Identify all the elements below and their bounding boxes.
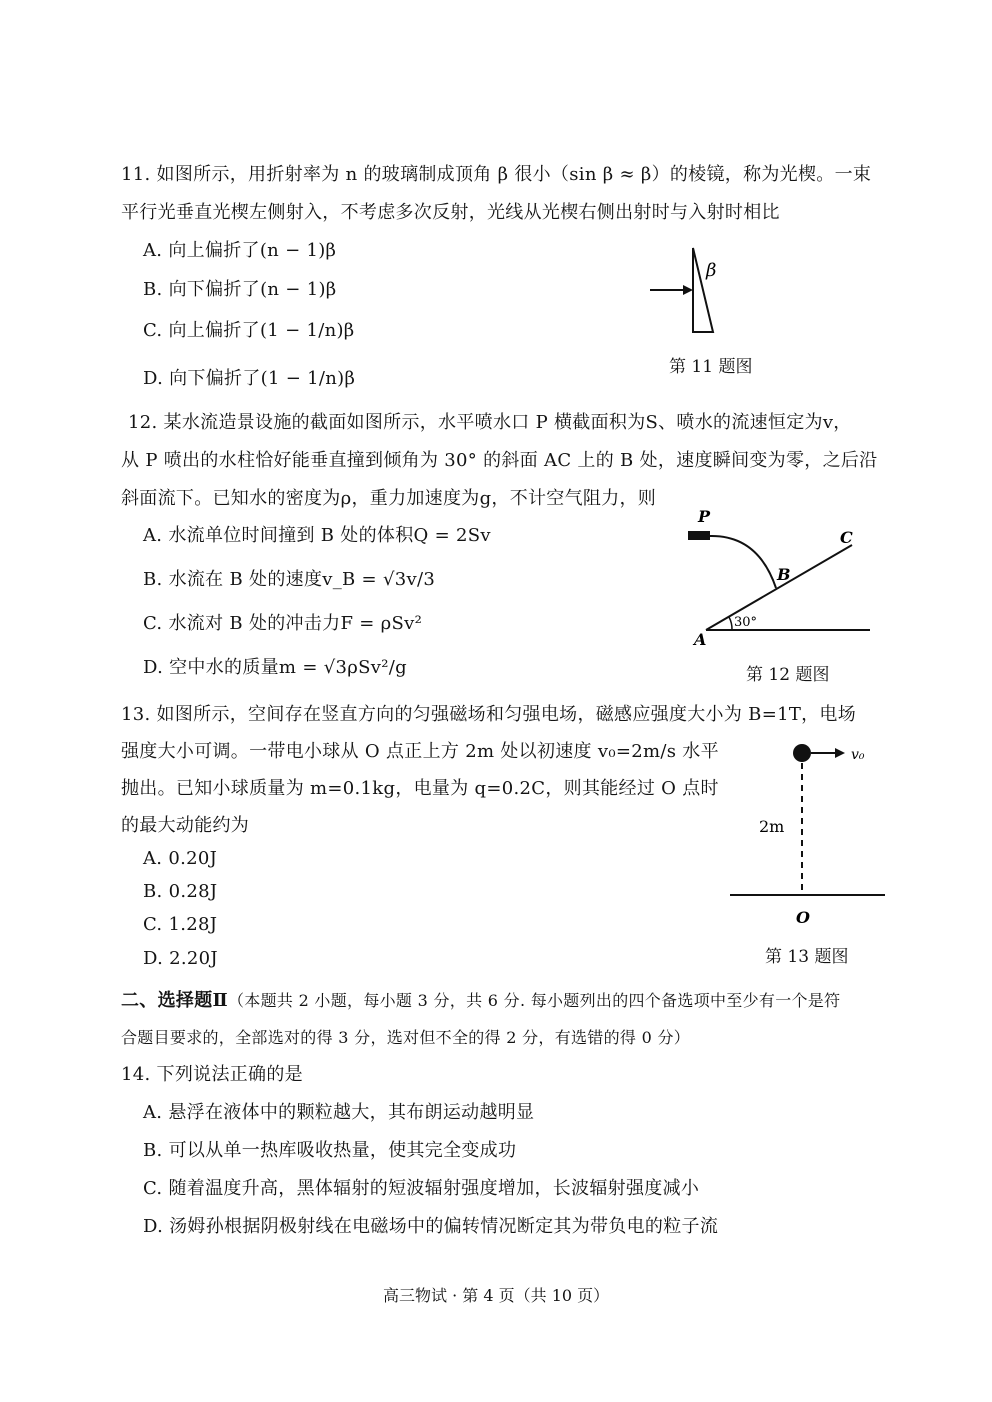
q13-option-a: A. 0.20J: [143, 848, 218, 869]
q13-option-b: B. 0.28J: [143, 881, 218, 902]
velocity-arrowhead: [835, 748, 845, 758]
nozzle-p: [688, 531, 710, 540]
q11-option-b: B. 向下偏折了(n − 1)β: [143, 279, 337, 300]
q12-option-d: D. 空中水的质量m = √3ρSv²/g: [143, 657, 407, 678]
q13-option-d: D. 2.20J: [143, 948, 218, 969]
q12-stem-line2: 从 P 喷出的水柱恰好能垂直撞到倾角为 30° 的斜面 AC 上的 B 处，速度瞬间变为零，之后沿: [121, 450, 878, 471]
q13-stem-line2: 强度大小可调。一带电小球从 O 点正上方 2m 处以初速度 v₀=2m/s 水平: [121, 741, 719, 762]
q12-stem-line1: 12. 某水流造景设施的截面如图所示，水平喷水口 P 横截面积为S、喷水的流速恒定为v，: [128, 412, 852, 433]
q13-option-c: C. 1.28J: [143, 914, 218, 935]
q12-option-b: B. 水流在 B 处的速度v_B = √3v/3: [143, 569, 436, 590]
q13-figure: [725, 735, 890, 930]
section2-desc-line2: 合题目要求的，全部选对的得 3 分，选对但不全的得 2 分，有选错的得 0 分）: [121, 1028, 691, 1047]
q11-stem-line1: 11. 如图所示，用折射率为 n 的玻璃制成顶角 β 很小（sin β ≈ β）的棱镜，称为光楔。一束: [121, 164, 872, 185]
q11-option-a: A. 向上偏折了(n − 1)β: [143, 240, 337, 261]
q14-option-c: C. 随着温度升高，黑体辐射的短波辐射强度增加，长波辐射强度减小: [143, 1178, 700, 1199]
label-v0: v₀: [851, 747, 865, 763]
label-o: O: [796, 908, 810, 927]
label-height: 2m: [759, 817, 785, 836]
q11-option-d: D. 向下偏折了(1 − 1/n)β: [143, 368, 356, 389]
ray-arrowhead: [683, 285, 693, 295]
q14-option-a: A. 悬浮在液体中的颗粒越大，其布朗运动越明显: [143, 1102, 535, 1123]
q11-caption: 第 11 题图: [669, 357, 753, 377]
q12-stem-line3: 斜面流下。已知水的密度为ρ，重力加速度为g，不计空气阻力，则: [121, 488, 657, 509]
q14-option-d: D. 汤姆孙根据阴极射线在电磁场中的偏转情况断定其为带负电的粒子流: [143, 1216, 719, 1237]
q11-wedge-figure: [640, 240, 750, 340]
q13-stem-line4: 的最大动能约为: [121, 815, 250, 836]
q12-option-a: A. 水流单位时间撞到 B 处的体积Q = 2Sv: [143, 525, 491, 546]
q14-option-b: B. 可以从单一热库吸收热量，使其完全变成功: [143, 1140, 517, 1161]
q12-fountain-figure: [680, 505, 880, 650]
q13-stem-line1: 13. 如图所示，空间存在竖直方向的匀强磁场和匀强电场，磁感应强度大小为 B=1T，电场: [121, 704, 857, 725]
section2-heading: 二、选择题Ⅱ: [121, 990, 228, 1011]
section2-desc-line1: （本题共 2 小题，每小题 3 分，共 6 分. 每小题列出的四个备选项中至少有一个是符: [227, 991, 841, 1010]
incline-ac: [706, 545, 852, 630]
beta-label: β: [706, 260, 717, 281]
label-a: A: [694, 630, 707, 649]
angle-arc: [729, 617, 732, 630]
q13-stem-line3: 抛出。已知小球质量为 m=0.1kg，电量为 q=0.2C，则其能经过 O 点时: [121, 778, 719, 799]
q14-stem: 14. 下列说法正确的是: [121, 1064, 303, 1085]
q13-caption: 第 13 题图: [765, 947, 849, 967]
section2-line1: [121, 986, 840, 1012]
label-angle: 30°: [734, 615, 758, 630]
charged-ball: [793, 744, 811, 762]
water-arc: [710, 536, 776, 588]
label-b: B: [777, 565, 791, 584]
q12-caption: 第 12 题图: [746, 665, 830, 685]
label-p: P: [698, 507, 711, 526]
label-c: C: [840, 528, 853, 547]
page-footer: 高三物试 · 第 4 页（共 10 页）: [383, 1286, 610, 1305]
q11-option-c: C. 向上偏折了(1 − 1/n)β: [143, 320, 355, 341]
q12-option-c: C. 水流对 B 处的冲击力F = ρSv²: [143, 613, 423, 634]
q11-stem-line2: 平行光垂直光楔左侧射入，不考虑多次反射，光线从光楔右侧出射时与入射时相比: [121, 202, 780, 223]
